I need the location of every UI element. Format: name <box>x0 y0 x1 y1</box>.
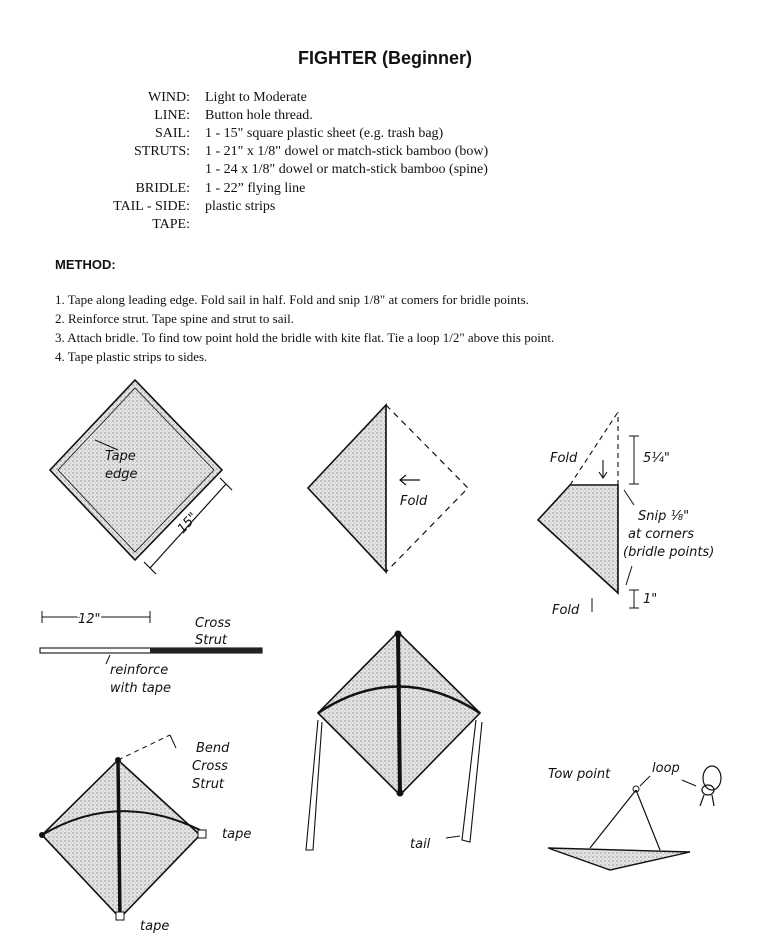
spine-end <box>395 631 402 638</box>
tail-label: tail <box>410 837 431 852</box>
reinforce-label: with tape <box>110 681 172 696</box>
loop-pointer <box>640 776 650 786</box>
snip-label: at corners <box>628 527 694 542</box>
spec-label: WIND: <box>148 90 190 105</box>
method-step: 1. Tape along leading edge. Fold sail in half. Fold and snip 1/8" at comers for bridle points. <box>55 292 529 307</box>
tape-label: Tape <box>105 449 136 464</box>
strut-end <box>39 832 45 838</box>
spec-label: STRUTS: <box>133 144 190 159</box>
fold-bottom-label: Fold <box>552 603 580 618</box>
method-step: 3. Attach bridle. To find tow point hold the bridle with kite flat. Tie a loop 1/2" above this point. <box>55 330 555 345</box>
loop-arrow <box>682 780 696 786</box>
kite-tail-left <box>306 720 322 850</box>
diagram-bridle <box>548 761 721 870</box>
reinforce-label: reinforce <box>110 663 169 678</box>
spec-label: BRIDLE: <box>135 181 190 196</box>
top-dimension-label: 5¼" <box>643 451 670 466</box>
spine-end <box>115 757 121 763</box>
bend-arrow <box>170 735 176 748</box>
bend-label: Strut <box>192 777 225 792</box>
folded-quarter <box>538 485 618 593</box>
snip-label: Snip ⅛" <box>638 509 690 524</box>
snip-label: (bridle points) <box>623 545 715 560</box>
diagram-bend <box>39 735 251 934</box>
diagram-fold-half <box>308 405 468 572</box>
snip-pointer <box>626 566 632 585</box>
page-title: FIGHTER (Beginner) <box>298 48 472 68</box>
diagram-assembled <box>306 631 482 853</box>
kite-side-view <box>548 848 690 870</box>
spec-value: Button hole thread. <box>205 108 313 123</box>
fold-outline <box>386 405 468 572</box>
snip-pointer <box>624 490 634 505</box>
bottom-dimension-label: 1" <box>643 592 658 607</box>
spec-value: 1 - 21" x 1/8" dowel or match-stick bamboo (bow) <box>205 144 489 159</box>
diagram-strut <box>40 611 262 696</box>
strut-dimension-label: 12" <box>78 612 101 627</box>
tape-right-label: tape <box>222 827 252 842</box>
kite-spine <box>398 632 400 795</box>
spec-label: LINE: <box>154 108 190 123</box>
spec-value: plastic strips <box>205 199 276 214</box>
fold-label: Fold <box>400 494 428 509</box>
bridle-line <box>636 790 660 850</box>
method-heading: METHOD: <box>55 257 116 272</box>
diagram-snip <box>538 412 714 618</box>
spec-label: SAIL: <box>155 126 190 141</box>
strut-label: Strut <box>195 633 228 648</box>
spec-label: TAPE: <box>152 217 190 232</box>
tape-square <box>198 830 206 838</box>
cross-label: Cross <box>195 616 231 631</box>
knot-icon <box>700 766 721 806</box>
kite-spine <box>118 760 120 918</box>
fold-top-label: Fold <box>550 451 578 466</box>
bend-label: Cross <box>192 759 228 774</box>
tail-pointer <box>446 836 460 838</box>
method-step: 2. Reinforce strut. Tape spine and strut to sail. <box>55 311 294 326</box>
fold-line-diag <box>570 412 618 485</box>
tow-point-label: Tow point <box>548 767 611 782</box>
bend-guide <box>118 735 170 760</box>
strut-reinforced-section <box>150 648 262 653</box>
edge-label: edge <box>105 467 138 482</box>
spec-value: 1 - 15" square plastic sheet (e.g. trash bag) <box>205 126 444 141</box>
tape-square <box>116 912 124 920</box>
spec-value: Light to Moderate <box>205 90 307 105</box>
kite-tail-right <box>462 720 482 842</box>
spine-end <box>397 790 404 797</box>
loop-label: loop <box>652 761 680 776</box>
bend-label: Bend <box>196 741 230 756</box>
diagram-tape-edge <box>50 380 232 574</box>
spec-value: 1 - 22” flying line <box>205 181 306 196</box>
spec-value: 1 - 24 x 1/8" dowel or match-stick bamboo (spine) <box>205 162 488 177</box>
tape-bottom-label: tape <box>140 919 170 934</box>
spec-label: TAIL - SIDE: <box>113 199 190 214</box>
method-step: 4. Tape plastic strips to sides. <box>55 349 208 364</box>
dimension-label: 15" <box>174 509 202 537</box>
folded-half <box>308 405 386 572</box>
bridle-line <box>590 790 636 848</box>
